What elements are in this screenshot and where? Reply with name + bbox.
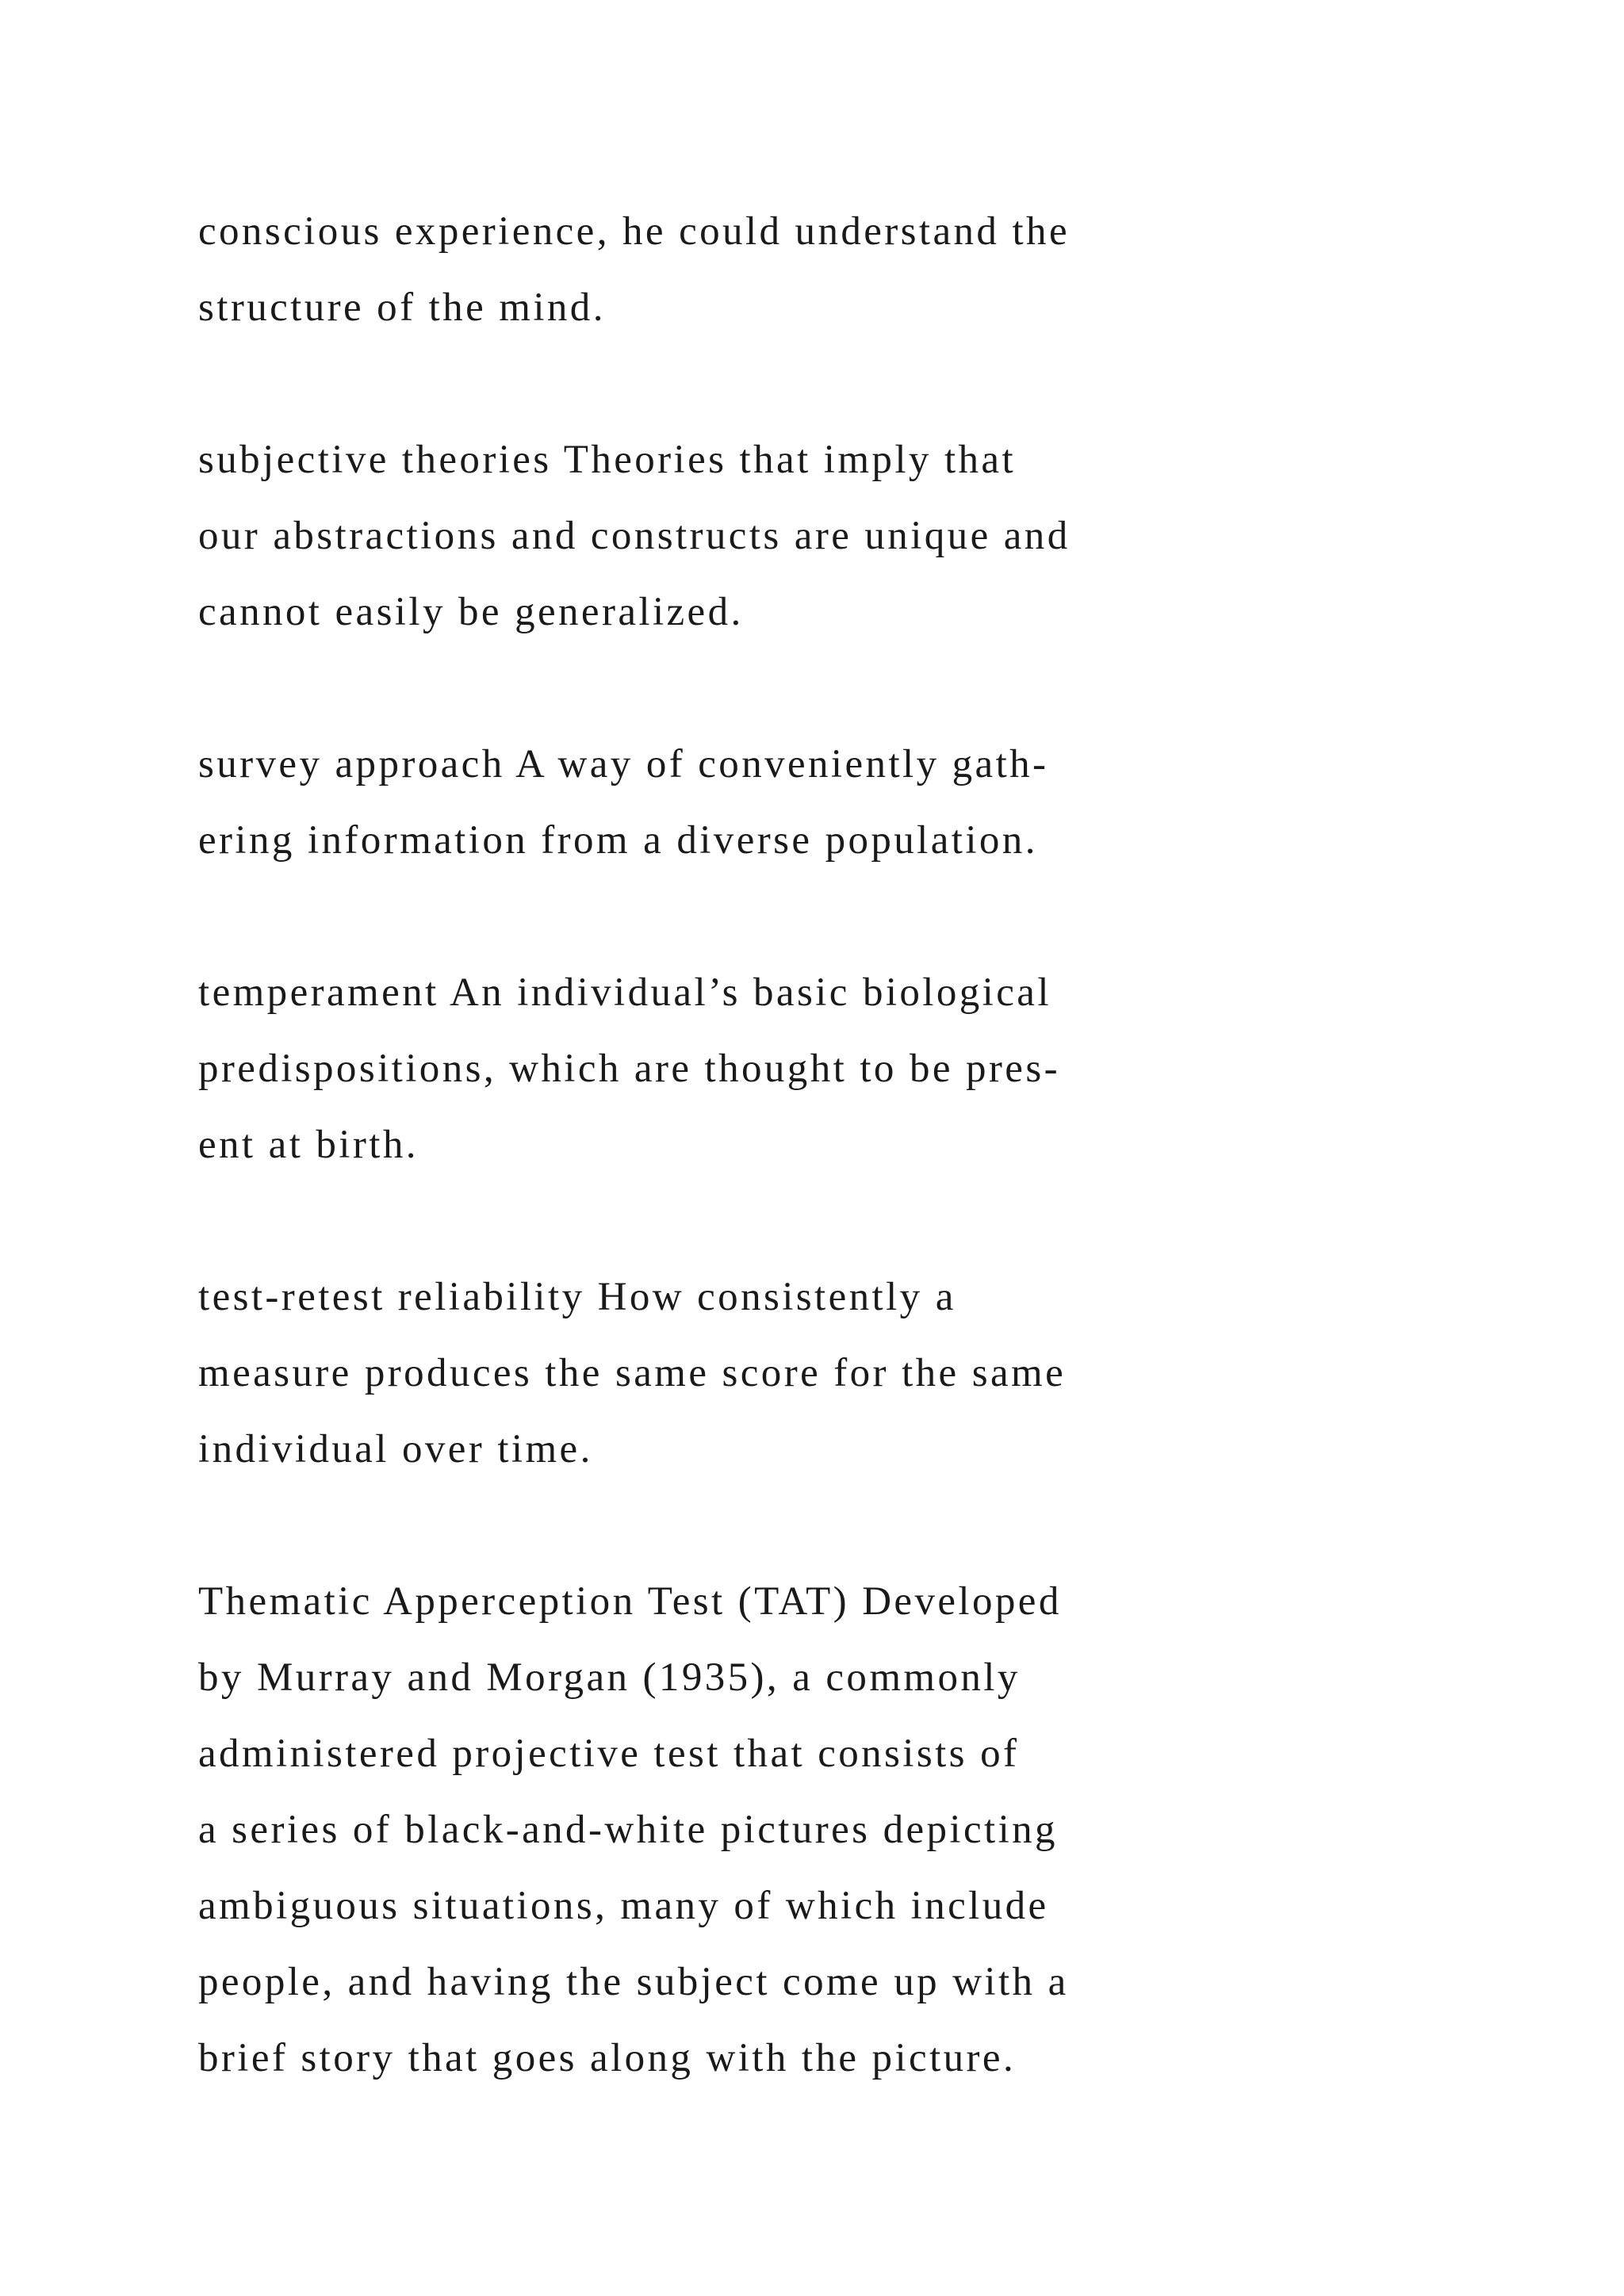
glossary-text [198, 193, 1388, 2172]
glossary-entry-thematic-apperception-test [198, 1563, 1388, 2096]
text-line: individual over time. [198, 1427, 593, 1471]
text-line: brief story that goes along with the picture. [198, 2036, 1017, 2080]
text-line: Thematic Apperception Test (TAT) Developed [198, 1579, 1062, 1624]
text-line: conscious experience, he could understand the [198, 209, 1070, 254]
glossary-entry-temperament [198, 955, 1388, 1183]
text-line: administered projective test that consists of [198, 1732, 1020, 1776]
text-line: ambiguous situations, many of which include [198, 1884, 1049, 1928]
glossary-entry-test-retest-reliability [198, 1259, 1388, 1487]
text-line: predispositions, which are thought to be pres- [198, 1047, 1060, 1091]
text-line: our abstractions and constructs are unique and [198, 514, 1071, 558]
text-line: cannot easily be generalized. [198, 590, 744, 634]
text-line: people, and having the subject come up with a [198, 1960, 1069, 2004]
text-line: ent at birth. [198, 1123, 419, 1167]
glossary-entry-survey-approach [198, 726, 1388, 878]
text-line: survey approach A way of conveniently gath- [198, 742, 1049, 786]
text-line: by Murray and Morgan (1935), a commonly [198, 1655, 1021, 1700]
text-line: temperament An individual’s basic biological [198, 970, 1051, 1015]
glossary-entry-subjective-theories [198, 422, 1388, 650]
glossary-entry-structure-continuation [198, 193, 1388, 346]
text-line: a series of black-and-white pictures depicting [198, 1808, 1058, 1852]
text-line: subjective theories Theories that imply that [198, 438, 1017, 482]
text-line: test-retest reliability How consistently a [198, 1275, 956, 1319]
text-line: ering information from a diverse population. [198, 818, 1038, 863]
text-line: structure of the mind. [198, 285, 606, 330]
text-line: measure produces the same score for the same [198, 1351, 1067, 1395]
